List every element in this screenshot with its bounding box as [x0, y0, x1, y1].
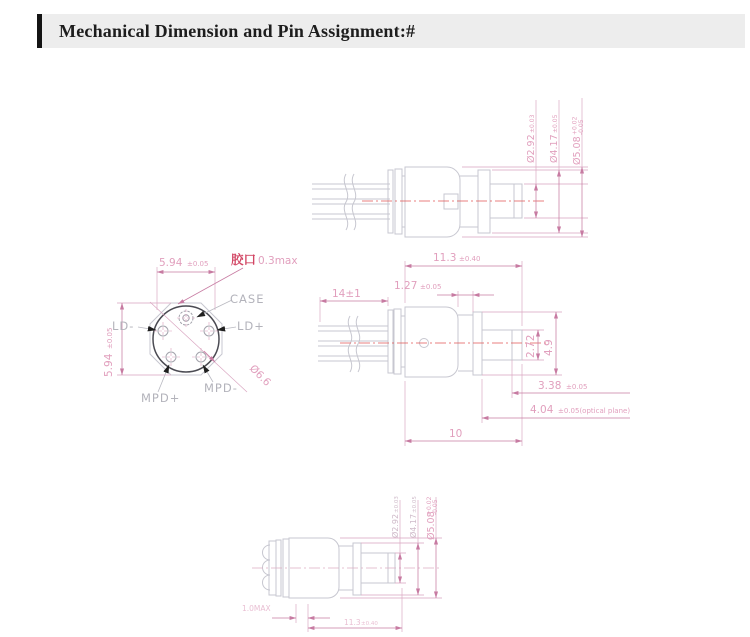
bottom-view-dimensions: [242, 496, 442, 632]
dia2-tol: ±0.05: [412, 496, 418, 513]
dia2-label: [549, 114, 560, 163]
ld-plus-label: LD+: [237, 319, 265, 333]
dia3-label: [426, 496, 439, 540]
case-dia-label: [247, 363, 273, 389]
section-title: Mechanical Dimension and Pin Assignment:#: [59, 20, 416, 41]
dia3-tol-upper: +0.02: [571, 116, 579, 135]
dim-404-value: 4.04: [530, 404, 554, 416]
middle-view-dimensions: [320, 252, 630, 446]
extension-lines: [462, 98, 588, 237]
body-outline: [405, 167, 460, 237]
width-dim-tol: ±0.05: [187, 260, 209, 268]
step-section: [460, 176, 478, 227]
length-113-value: 11.3: [433, 252, 457, 264]
washer-plate: [473, 312, 482, 375]
barrel-outline: [482, 330, 522, 360]
ld-minus-label: LD-: [112, 319, 135, 333]
glue-port-spec: 0.3max: [258, 255, 298, 267]
dia1-label: [390, 496, 400, 538]
dia3-value: Ø5.08: [426, 511, 437, 540]
dia1-value: Ø2.92: [526, 134, 537, 163]
mpd-plus-leader: [158, 365, 169, 392]
dia3-label: [572, 116, 586, 165]
top-side-view-dimensions: [462, 98, 588, 237]
dim-49-value: 4.9: [543, 339, 555, 356]
front-view-outline: [150, 302, 247, 392]
washer-plate: [353, 543, 361, 595]
dim-49-label: [543, 339, 555, 356]
mpd-plus-label: MPD+: [141, 391, 181, 405]
pin-crosshairs: [154, 309, 218, 366]
flange-plates: [388, 309, 405, 374]
dim-113-tol: ±0.40: [361, 621, 378, 627]
flange-plates: [388, 169, 405, 234]
body-outline: [405, 307, 458, 377]
case-label: CASE: [230, 292, 265, 306]
bottom-side-view: [242, 496, 442, 632]
dia1-tol: ±0.03: [529, 114, 536, 133]
middle-side-view: [318, 252, 630, 446]
dim-127-value: 1.27: [394, 280, 418, 292]
dia2-label: [408, 496, 418, 538]
dia3-tol-lower: -0.05: [578, 119, 585, 135]
height-dim-label: [103, 328, 115, 377]
lead-lines: [312, 184, 390, 219]
dim-338-tol: ±0.05: [566, 383, 588, 391]
washer-plate: [478, 170, 490, 233]
dim-113-value: 11.3: [344, 618, 361, 627]
body-notch: [444, 194, 458, 209]
break-wavy-lines: [344, 174, 355, 230]
height-dim-tol: ±0.05: [106, 327, 114, 349]
dia2-value: Ø4.17: [549, 134, 560, 163]
case-octagon-outline: [150, 303, 222, 375]
length-113-tol: ±0.40: [459, 255, 481, 263]
height-dim-value: 5.94: [103, 353, 115, 377]
dim-272-label: [525, 335, 537, 358]
dia3-value: Ø5.08: [572, 136, 583, 165]
case-leader-line: [197, 300, 232, 317]
dia2-value: Ø4.17: [409, 513, 418, 538]
lead-length-value: 14±1: [332, 288, 361, 300]
extension-lines: [296, 497, 442, 632]
dia2-tol: ±0.05: [552, 114, 559, 133]
bottom-view-outline: [252, 538, 440, 598]
diagonal-centerline: [150, 302, 247, 392]
case-pin-outer: [179, 311, 193, 325]
dia3-tol-upper: +0.02: [426, 496, 433, 515]
mpd-minus-label: MPD-: [204, 381, 238, 395]
ld-plus-leader: [217, 327, 236, 330]
dim-272-value: 2.72: [525, 334, 537, 358]
middle-view-outline: [318, 307, 548, 377]
top-side-view-outline: [312, 167, 545, 237]
dim-1max-value: 1.0MAX: [242, 604, 271, 613]
dia1-label: [526, 114, 537, 163]
dim-404-tol: ±0.05(optical plane): [558, 407, 631, 415]
dim-127-tol: ±0.05: [420, 283, 442, 291]
dia3-tol-lower: -0.05: [432, 499, 439, 515]
front-view-dimensions: [103, 252, 298, 405]
dim-338-value: 3.38: [538, 380, 562, 392]
ld-minus-leader: [138, 327, 156, 330]
width-dim-value: 5.94: [159, 257, 183, 269]
glue-port-label: 胶口: [231, 252, 257, 267]
dia1-tol: ±0.03: [394, 496, 400, 513]
dia1-value: Ø2.92: [391, 513, 400, 538]
top-side-view: [312, 98, 588, 237]
dim-10-value: 10: [449, 428, 463, 440]
front-pin-view: [103, 252, 298, 405]
case-dia-value: Ø6.6: [246, 362, 274, 389]
break-wavy-lines: [348, 316, 359, 372]
lead-lines: [318, 326, 388, 361]
